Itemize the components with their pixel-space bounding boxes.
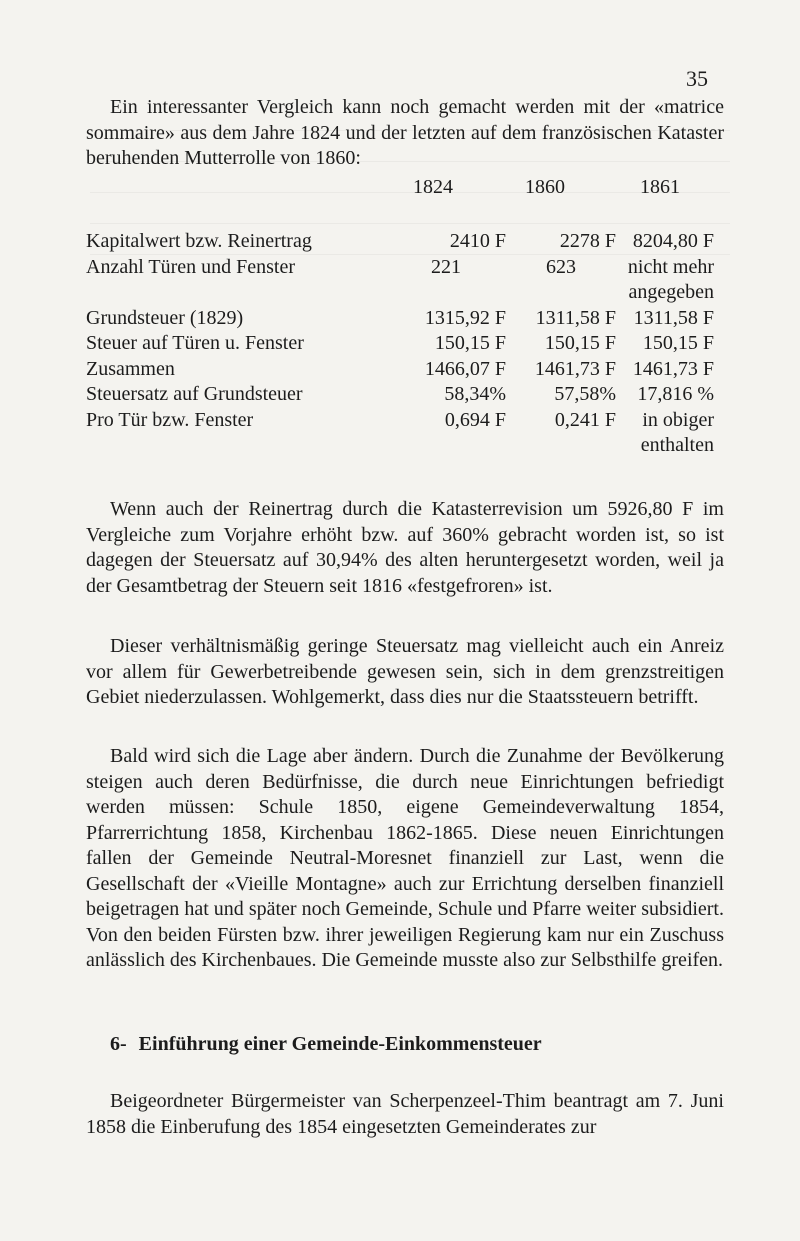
value-1824: 58,34% [444, 383, 506, 405]
value-1860: 1461,73 F [534, 357, 616, 380]
value-1861: 1461,73 F [632, 357, 714, 380]
row-label [86, 280, 386, 306]
section-heading [110, 1033, 542, 1056]
paragraph-lage: Bald wird sich die Lage aber ändern. Durch die Zunahme der Bevölkerung steigen auch deren Bedürfnisse, die durch neue Einrichtungen befriedigt werden müssen: Schule 1850, eigene Gemeindeverwaltung 1854, Pfarrerrichtung 1858, Kirchenbau 1862-1865. Diese neuen Einrichtungen fallen der Gemeinde Neutral-Moresnet finanziell zur Last, wenn die Gesellschaft der «Vieille Montagne» auch zur Errichtung derselben finanziell beigetragen hat und später noch Gemeinde, Schule und Pfarre weiter subsidiert. Von den beiden Fürsten bzw. ihrer jeweiligen Regierung kam nur ein Zuschuss anlässlich des Kirchenbaues. Die Gemeinde musste also zur Selbsthilfe greifen. [86, 745, 724, 971]
paragraph-reinertrag: Wenn auch der Reinertrag durch die Katasterrevision um 5926,80 F im Vergleiche zum Vorjahre erhöht bzw. auf 360% gebracht worden ist, so ist dagegen der Steuersatz auf 30,94% des alten heruntergesetzt worden, weil ja der Gesamtbetrag der Steuern seit 1816 «festgefroren» ist. [86, 498, 724, 597]
table-row [86, 382, 714, 408]
value-1860: 1311,58 F [535, 306, 616, 329]
value-1824: 1315,92 F [424, 306, 506, 329]
row-label [86, 433, 386, 459]
value-1824: 0,694 F [444, 408, 506, 431]
row-label: Zusammen [86, 357, 175, 380]
year-header-1861: 1861 [640, 176, 680, 198]
table-row [86, 357, 714, 383]
value-1824: 150,15 F [434, 332, 506, 354]
paragraph-beigeordneter: Beigeordneter Bürgermeister van Scherpenzeel-Thim beantragt am 7. Juni 1858 die Einberufung des 1854 eingesetzten Gemeinderates zur [86, 1090, 724, 1138]
table-row [86, 280, 714, 306]
value-1861: 1311,58 F [633, 306, 714, 329]
value-1860: 57,58% [554, 383, 616, 405]
paragraph-steuersatz: Dieser verhältnismäßig geringe Steuersatz mag vielleicht auch ein Anreiz vor allem für Gewerbetreibende gewesen sein, sich in dem grenzstreitigen Gebiet niederzulassen. Wohlgemerkt, dass dies nur die Staatssteuern betrifft. [86, 635, 724, 708]
value-1861: 17,816 % [637, 383, 714, 405]
row-label: Pro Tür bzw. Fenster [86, 408, 254, 431]
row-label: Steuer auf Türen u. Fenster [86, 332, 304, 354]
value-1824: 2410 F [449, 230, 506, 252]
value-1860: 0,241 F [554, 408, 616, 431]
value-1861: angegeben [628, 281, 714, 303]
section-title: Einführung einer Gemeinde-Einkommensteuer [138, 1033, 542, 1055]
value-1824: 1466,07 F [424, 357, 506, 380]
value-1824 [386, 280, 506, 306]
table-row [86, 433, 714, 459]
value-1861: 150,15 F [642, 332, 714, 354]
table-row [86, 408, 714, 434]
value-1861: enthalten [640, 434, 714, 456]
page-number: 35 [686, 66, 708, 91]
value-1860 [506, 433, 616, 459]
tax-comparison-table [86, 229, 714, 459]
value-1860: 623 [546, 255, 576, 278]
value-1861: nicht mehr [627, 255, 714, 278]
value-1824 [386, 433, 506, 459]
row-label: Anzahl Türen und Fenster [86, 255, 296, 278]
table-row [86, 331, 714, 357]
value-1861: 8204,80 F [632, 230, 714, 252]
value-1860: 2278 F [559, 230, 616, 252]
value-1861: in obiger [642, 408, 714, 431]
value-1860: 150,15 F [544, 332, 616, 354]
value-1824: 221 [431, 255, 461, 278]
table-row [86, 229, 714, 255]
year-header-1824: 1824 [413, 176, 453, 198]
value-1860 [506, 280, 616, 306]
table-row [86, 255, 714, 281]
row-label: Kapitalwert bzw. Reinertrag [86, 230, 312, 252]
row-label: Grundsteuer (1829) [86, 306, 244, 329]
year-header-1860: 1860 [525, 176, 565, 198]
table-row [86, 306, 714, 332]
intro-paragraph: Ein interessanter Vergleich kann noch gemacht werden mit der «matrice sommaire» aus dem Jahre 1824 und der letzten auf dem französischen Kataster beruhenden Mutterrolle von 1860: [86, 96, 724, 169]
section-number: 6- [110, 1033, 127, 1055]
row-label: Steuersatz auf Grundsteuer [86, 383, 303, 405]
